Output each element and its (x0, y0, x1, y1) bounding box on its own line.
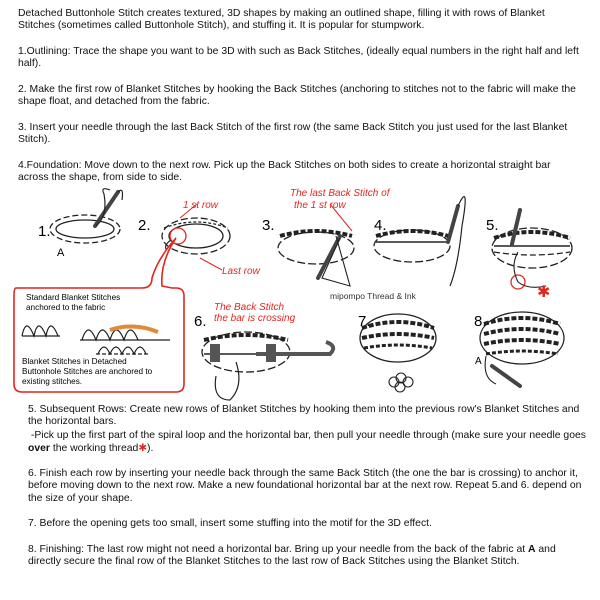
back-stitch-label-1: The Back Stitch (214, 302, 285, 313)
step-8-diagram (474, 312, 564, 386)
stitch-illustration (0, 186, 600, 406)
emphasis-a: A (528, 544, 536, 555)
step-7-number: 7. (358, 313, 371, 330)
step-5-text: 5. Subsequent Rows: Create new rows of Blanket Stitches by hooking them into the previous row's Blanket Stitches and the horizontal bars. (28, 404, 580, 428)
last-row-label: Last row (222, 266, 260, 277)
comparison-callout (14, 238, 184, 392)
callout-top-line-2: anchored to the fabric (26, 303, 106, 312)
step-1-diagram (38, 189, 123, 259)
step-2-text: 2. Make the first row of Blanket Stitches by hooking the Back Stitches (anchoring to stitches not to the fabric will make the shape float, and detached from the fabric. (18, 84, 576, 108)
step-6-number: 6. (194, 313, 207, 330)
step-8-text: 8. Finishing: The last row might not need a horizontal bar. Bring up your needle from the back of the fabric at A and directly secure the final row of the Blanket Stitches to the last row of Back Stitches using the Blanket Stitch. (28, 544, 556, 568)
step-4-diagram (374, 197, 465, 286)
step-4-number: 4. (374, 217, 387, 234)
step-8-number: 8. (474, 313, 487, 330)
intro-paragraph: Detached Buttonhole Stitch creates textured, 3D shapes by making an outlined shape, filling it with rows of Blanket Stitches (sometimes called Buttonhole Stitch), and stuffing it. It is popular for stumpwork. (18, 8, 545, 32)
step-3-text: 3. Insert your needle through the last Back Stitch of the first row (the same Back Stitch you just used for the last Blanket Stitch). (18, 122, 568, 146)
step-6-text: 6. Finish each row by inserting your needle back through the same Back Stitch (the one the bar is crossing) to anchor it, before moving down to the next row. Make a new foundational horizontal bar at the next row. Repeat 5.and 6. depend on the size of your shape. (28, 468, 582, 504)
step-3-number: 3. (262, 217, 275, 234)
last-back-stitch-label-1: The last Back Stitch of (290, 188, 390, 199)
callout-top-line-1: Standard Blanket Stitches (26, 293, 121, 302)
callout-bottom-line-3: existing stitches. (22, 377, 83, 386)
step-5-number: 5. (486, 217, 499, 234)
emphasis-over: over (28, 443, 50, 455)
step-7-diagram (358, 313, 436, 392)
last-back-stitch-label-2: the 1 st row (294, 200, 346, 211)
step-5-detail: -Pick up the first part of the spiral loop and the horizontal bar, then pull your needle through (make sure your needle goes over the working thread✱). (28, 430, 586, 455)
stuffing-icon (389, 373, 413, 392)
callout-bottom-line-2: Buttonhole Stitches are anchored to (22, 367, 153, 376)
back-stitch-label-2: the bar is crossing (214, 313, 296, 324)
step-6-diagram (194, 302, 333, 400)
first-row-label: 1 st row (183, 200, 219, 211)
step-1-text: 1.Outlining: Trace the shape you want to be 3D with such as Back Stitches, (ideally equal numbers in the right half and left half). (18, 46, 579, 70)
star-mark-inline-icon: ✱ (138, 442, 148, 455)
credit-text: mipompo Thread & Ink (330, 291, 416, 301)
step-1-number: 1. (38, 223, 51, 240)
point-a-label-step8: A (475, 356, 482, 367)
point-a-label-step1: A (57, 247, 65, 259)
step-2-number: 2. (138, 217, 151, 234)
step-4-text: 4.Foundation: Move down to the next row. Pick up the Back Stitches on both sides to create a horizontal straight bar across the shape, from side to side. (18, 160, 551, 184)
callout-bottom-line-1: Blanket Stitches in Detached (22, 357, 127, 366)
step-3-diagram (262, 188, 417, 301)
step-5-diagram (486, 210, 572, 301)
star-mark-icon: ✱ (537, 284, 551, 301)
step-7-text: 7. Before the opening gets too small, insert some stuffing into the motif for the 3D effect. (28, 518, 432, 529)
